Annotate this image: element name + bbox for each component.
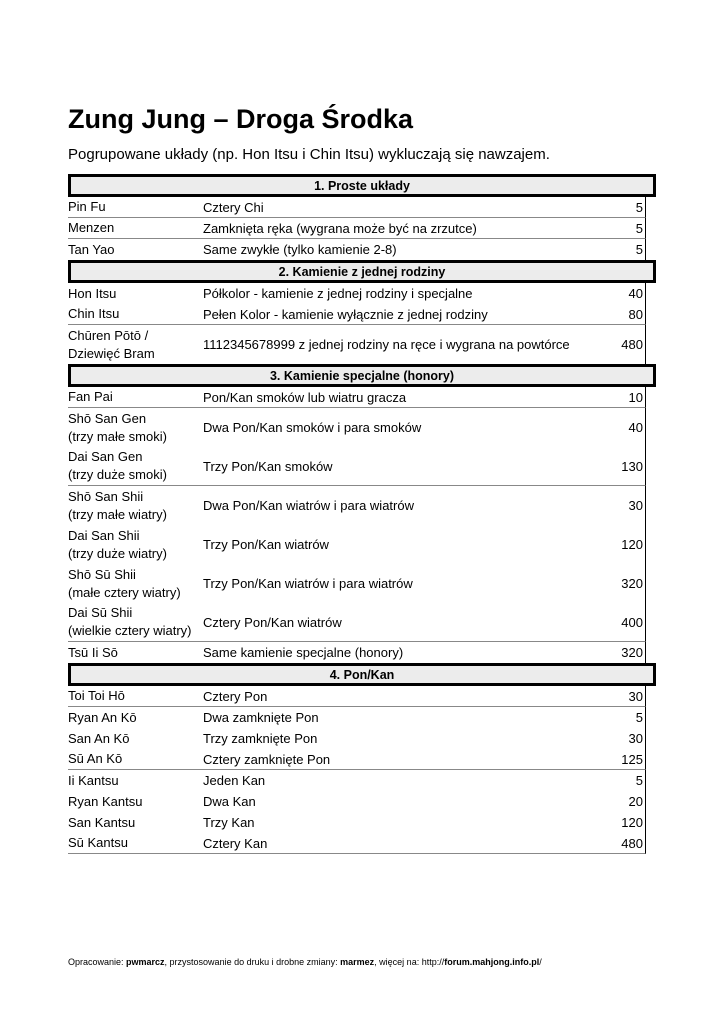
hand-points: 130	[621, 458, 643, 474]
hand-description: Pełen Kolor - kamienie wyłącznie z jednej rodziny	[203, 306, 488, 322]
hand-points: 480	[621, 337, 643, 352]
hand-name-line: (trzy małe smoki)	[68, 428, 167, 444]
hand-points: 480	[621, 835, 643, 851]
hand-name	[68, 410, 203, 446]
hand-name-line: Shō San Shii	[68, 488, 144, 504]
table-row	[68, 218, 646, 239]
hand-description: Dwa Kan	[203, 794, 256, 809]
hand-name-line: Dai Sū Shii	[68, 605, 133, 620]
hand-description: Cztery Pon	[203, 688, 268, 704]
hand-points: 120	[621, 815, 643, 830]
hand-points: 320	[621, 645, 643, 660]
hand-name	[68, 527, 203, 563]
hand-points: 320	[621, 576, 643, 591]
hand-name-line: Shō Sū Shii	[68, 566, 136, 582]
hand-description: Trzy Kan	[203, 815, 255, 830]
hand-name	[68, 305, 203, 323]
hand-name	[68, 730, 203, 748]
table-row	[68, 642, 646, 663]
yaku-table	[68, 174, 646, 854]
hand-description: Trzy Pon/Kan wiatrów i para wiatrów	[203, 576, 413, 591]
hand-description: Cztery Chi	[203, 199, 264, 215]
hand-name-line: Ryan Kantsu	[68, 793, 143, 809]
hand-description: Jeden Kan	[203, 773, 266, 788]
hand-name-line: Ii Kantsu	[68, 772, 119, 788]
table-row	[68, 239, 646, 260]
table-row	[68, 325, 646, 364]
hand-name-line: Chūren Pōtō /	[68, 327, 149, 343]
hand-name-line: Dai San Shii	[68, 527, 140, 543]
hand-name-line: San Kantsu	[68, 814, 136, 830]
hand-name	[68, 834, 203, 852]
hand-points: 5	[635, 710, 643, 725]
table-row	[68, 812, 646, 833]
table-row	[68, 728, 646, 749]
hand-name	[68, 388, 203, 406]
page-title: Zung Jung – Droga Środka	[68, 104, 414, 134]
hand-name-line: Pin Fu	[68, 199, 106, 214]
hand-name	[68, 219, 203, 237]
hand-name-line: (trzy duże smoki)	[68, 467, 167, 482]
footer-site-link[interactable]: forum.mahjong.info.pl	[444, 957, 540, 967]
hand-name-line: Ryan An Kō	[68, 709, 137, 725]
hand-description: Zamknięta ręka (wygrana może być na zrzutce)	[203, 220, 477, 236]
table-row	[68, 408, 646, 447]
hand-name-line: Sū Kantsu	[68, 835, 128, 850]
hand-points: 40	[628, 420, 643, 435]
table-row	[68, 486, 646, 525]
hand-description: Cztery Kan	[203, 835, 268, 851]
section-heading: 3. Kamienie specjalne (honory)	[68, 364, 656, 387]
section-heading: 1. Proste układy	[68, 174, 656, 197]
hand-name	[68, 566, 203, 602]
hand-name-line: Dziewięć Bram	[68, 345, 155, 361]
hand-name-line: Sū An Kō	[68, 751, 123, 766]
section-heading: 4. Pon/Kan	[68, 663, 656, 686]
hand-name	[68, 687, 203, 705]
hand-name-line: (trzy duże wiatry)	[68, 545, 167, 561]
hand-name-line: (trzy małe wiatry)	[68, 506, 167, 522]
hand-points: 400	[621, 614, 643, 630]
table-row	[68, 304, 646, 325]
footer-prefix: Opracowanie:	[68, 957, 127, 967]
hand-description: Trzy zamknięte Pon	[203, 731, 318, 746]
hand-name	[68, 488, 203, 524]
table-row	[68, 387, 646, 408]
hand-name	[68, 814, 203, 832]
hand-name-line: Dai San Gen	[68, 449, 143, 464]
hand-name	[68, 198, 203, 216]
hand-name	[68, 793, 203, 811]
hand-name-line: Toi Toi Hō	[68, 688, 125, 703]
table-row	[68, 707, 646, 728]
hand-name	[68, 709, 203, 727]
table-row	[68, 770, 646, 791]
hand-description: Same zwykłe (tylko kamienie 2-8)	[203, 242, 397, 257]
hand-points: 30	[628, 688, 643, 704]
footer-suffix: /	[539, 957, 542, 967]
hand-points: 80	[628, 306, 643, 322]
hand-points: 5	[635, 773, 643, 788]
footer-middle: , przystosowanie do druku i drobne zmiany:	[164, 957, 341, 967]
hand-name	[68, 448, 203, 484]
hand-name	[68, 241, 203, 259]
hand-name-line: Tsū Ii Sō	[68, 644, 118, 660]
table-row	[68, 686, 646, 707]
hand-name	[68, 327, 203, 363]
hand-name	[68, 604, 203, 640]
table-row	[68, 197, 646, 218]
hand-description: Trzy Pon/Kan wiatrów	[203, 537, 329, 552]
hand-description: Cztery Pon/Kan wiatrów	[203, 614, 342, 630]
hand-name-line: Shō San Gen	[68, 410, 147, 426]
hand-points: 125	[621, 751, 643, 767]
table-row	[68, 447, 646, 486]
hand-name	[68, 644, 203, 662]
hand-description: Trzy Pon/Kan smoków	[203, 458, 333, 474]
hand-points: 5	[635, 242, 643, 257]
hand-points: 120	[621, 537, 643, 552]
hand-description: Dwa zamknięte Pon	[203, 710, 319, 725]
table-row	[68, 833, 646, 854]
hand-description: 1112345678999 z jednej rodziny na ręce i wygrana na powtórce	[203, 337, 570, 352]
hand-name-line: Hon Itsu	[68, 285, 117, 301]
hand-name-line: (małe cztery wiatry)	[68, 584, 181, 600]
hand-name-line: Fan Pai	[68, 389, 113, 404]
footer-author-2: marmez	[340, 957, 375, 967]
hand-name	[68, 285, 203, 303]
hand-points: 20	[628, 794, 643, 809]
hand-name	[68, 750, 203, 768]
hand-name-line: Menzen	[68, 220, 115, 235]
hand-name-line: San An Kō	[68, 730, 130, 746]
hand-points: 5	[635, 199, 643, 215]
hand-name	[68, 772, 203, 790]
hand-points: 5	[635, 220, 643, 236]
hand-name-line: Tan Yao	[68, 241, 115, 257]
hand-points: 40	[628, 286, 643, 301]
hand-description: Cztery zamknięte Pon	[203, 751, 331, 767]
footer	[68, 957, 542, 967]
hand-description: Same kamienie specjalne (honory)	[203, 645, 404, 660]
hand-description: Dwa Pon/Kan wiatrów i para wiatrów	[203, 498, 414, 513]
footer-more: , więcej na: http://	[374, 957, 445, 967]
table-row	[68, 564, 646, 603]
hand-description: Pon/Kan smoków lub wiatru gracza	[203, 389, 407, 405]
hand-name-line: Chin Itsu	[68, 306, 120, 321]
hand-name-line: (wielkie cztery wiatry)	[68, 623, 192, 638]
hand-points: 10	[628, 389, 643, 405]
hand-points: 30	[628, 498, 643, 513]
page-subtitle: Pogrupowane układy (np. Hon Itsu i Chin Itsu) wykluczają się nawzajem.	[68, 146, 550, 163]
table-row	[68, 749, 646, 770]
hand-description: Dwa Pon/Kan smoków i para smoków	[203, 420, 422, 435]
table-row	[68, 525, 646, 564]
table-row	[68, 603, 646, 642]
table-row	[68, 791, 646, 812]
footer-author-1: pwmarcz	[126, 957, 165, 967]
hand-description: Półkolor - kamienie z jednej rodziny i specjalne	[203, 286, 473, 301]
hand-points: 30	[628, 731, 643, 746]
section-heading: 2. Kamienie z jednej rodziny	[68, 260, 656, 283]
table-row	[68, 283, 646, 304]
